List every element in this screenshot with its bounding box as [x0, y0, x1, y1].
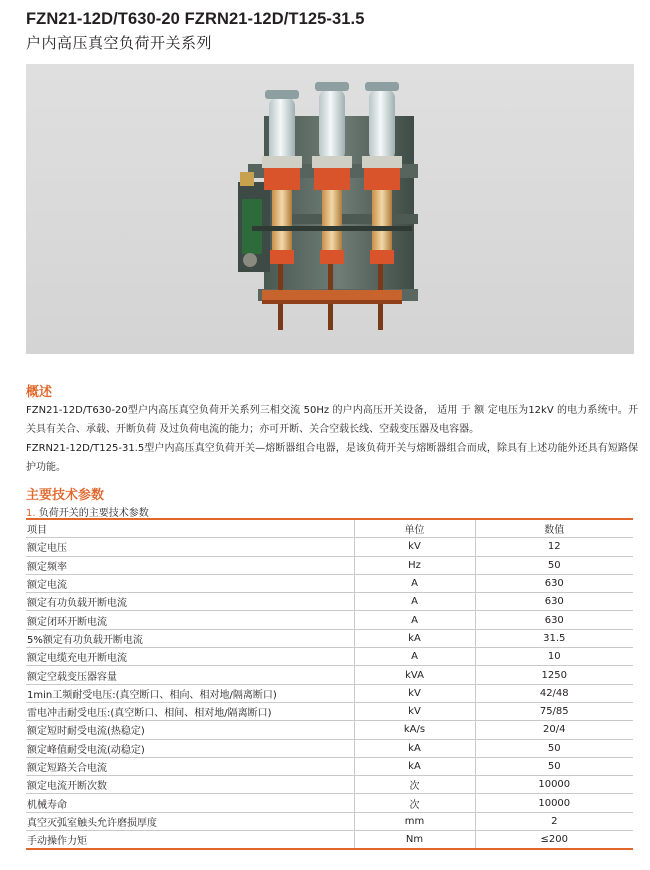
- spec-value-cell: 10000: [475, 794, 633, 812]
- page-title: FZN21-12D/T630-20 FZRN21-12D/T125-31.5: [26, 10, 365, 28]
- spec-item-cell: 手动操作力矩: [27, 836, 87, 848]
- spec-item-cell: 额定电压: [26, 538, 354, 556]
- spec-table: [26, 518, 633, 850]
- spec-value-cell: 42/48: [475, 684, 633, 702]
- spec-unit-cell: Nm: [354, 831, 475, 850]
- spec-value-cell: 1250: [475, 666, 633, 684]
- table-row: [26, 629, 633, 647]
- spec-value-cell: 630: [475, 611, 633, 629]
- spec-unit-cell: 次: [354, 776, 475, 794]
- column-header-value: 数值: [475, 519, 633, 538]
- spec-item-cell: 真空灭弧室触头允许磨损厚度: [26, 812, 354, 830]
- spec-table-body: [26, 538, 633, 850]
- spec-value-cell: 2: [475, 812, 633, 830]
- spec-value-cell: 50: [475, 556, 633, 574]
- table-row: [26, 702, 633, 720]
- spec-unit-cell: A: [354, 593, 475, 611]
- table-row: [26, 666, 633, 684]
- spec-unit-cell: kV: [354, 684, 475, 702]
- spec-item-cell: 额定闭环开断电流: [26, 611, 354, 629]
- spec-unit-cell: kV: [354, 702, 475, 720]
- spec-item-cell: 雷电冲击耐受电压:(真空断口、相间、相对地/隔离断口): [26, 702, 354, 720]
- spec-item-cell: 额定空载变压器容量: [26, 666, 354, 684]
- table-row: [26, 812, 633, 830]
- spec-value-cell: 50: [475, 739, 633, 757]
- spec-item-cell: 额定电流: [26, 574, 354, 592]
- spec-unit-cell: kA: [354, 739, 475, 757]
- page-subtitle: 户内高压真空负荷开关系列: [26, 34, 213, 52]
- table-caption: [26, 504, 149, 519]
- spec-unit-cell: mm: [354, 812, 475, 830]
- spec-value-cell: 31.5: [475, 629, 633, 647]
- table-row: [26, 739, 633, 757]
- spec-value-cell: 12: [475, 538, 633, 556]
- table-title: 负荷开关的主要技术参数: [38, 508, 149, 519]
- spec-value-cell: 10000: [475, 776, 633, 794]
- overview-paragraph: FZN21-12D/T630-20型户内高压真空负荷开关系列三相交流 50Hz 的户内高压开关设备， 适用 于 额 定电压为12kV 的电力系统中。开关具有关合、承载、开断负荷 及过负荷电流的能力；亦可开断、关合空载长线、空载变压器及电容器。: [26, 405, 638, 435]
- table-row: [26, 721, 633, 739]
- spec-item-cell: 机械寿命: [26, 794, 354, 812]
- spec-item-cell: 额定电缆充电开断电流: [26, 648, 354, 666]
- table-row: [26, 538, 633, 556]
- spec-value-cell: 630: [475, 593, 633, 611]
- product-photo: [26, 64, 634, 354]
- overview-paragraph: FZRN21-12D/T125-31.5型户内高压真空负荷开关—熔断器组合电器，是该负荷开关与熔断器组合而成，除具有上述功能外还具有短路保护功能。: [26, 443, 638, 473]
- spec-unit-cell: kVA: [354, 666, 475, 684]
- specs-heading: 主要技术参数: [26, 488, 105, 503]
- spec-unit-cell: 次: [354, 794, 475, 812]
- table-row: [26, 648, 633, 666]
- spec-item-cell: 额定短时耐受电流(热稳定): [26, 721, 354, 739]
- table-row: [26, 794, 633, 812]
- table-row: [26, 556, 633, 574]
- spec-unit-cell: kA: [354, 629, 475, 647]
- spec-value-cell: ≤200: [475, 831, 633, 850]
- spec-item-cell: 5%额定有功负载开断电流: [26, 629, 354, 647]
- spec-item-cell: 1min工频耐受电压:(真空断口、相向、相对地/隔离断口): [26, 684, 354, 702]
- table-row: [26, 831, 633, 850]
- spec-item-cell: 额定峰值耐受电流(动稳定): [26, 739, 354, 757]
- spec-unit-cell: kA/s: [354, 721, 475, 739]
- column-header-unit: 单位: [354, 519, 475, 538]
- spec-unit-cell: kV: [354, 538, 475, 556]
- table-row: [26, 593, 633, 611]
- spec-item-cell: 额定短路关合电流: [26, 757, 354, 775]
- spec-unit-cell: A: [354, 574, 475, 592]
- spec-unit-cell: A: [354, 611, 475, 629]
- table-number: 1.: [26, 508, 36, 519]
- table-row: [26, 611, 633, 629]
- spec-unit-cell: Hz: [354, 556, 475, 574]
- spec-value-cell: 630: [475, 574, 633, 592]
- table-row: [26, 684, 633, 702]
- column-header-item: 项目: [26, 519, 354, 538]
- table-row: [26, 757, 633, 775]
- spec-item-cell: 额定有功负载开断电流: [26, 593, 354, 611]
- spec-value-cell: 20/4: [475, 721, 633, 739]
- table-header-row: [26, 519, 633, 538]
- load-switch-illustration: [238, 82, 418, 330]
- spec-unit-cell: kA: [354, 757, 475, 775]
- overview-heading: 概述: [26, 385, 53, 400]
- spec-item-cell: 额定频率: [26, 556, 354, 574]
- spec-value-cell: 50: [475, 757, 633, 775]
- spec-unit-cell: A: [354, 648, 475, 666]
- spec-value-cell: 75/85: [475, 702, 633, 720]
- spec-value-cell: 10: [475, 648, 633, 666]
- table-row: [26, 776, 633, 794]
- table-row: [26, 574, 633, 592]
- spec-item-cell: 额定电流开断次数: [26, 776, 354, 794]
